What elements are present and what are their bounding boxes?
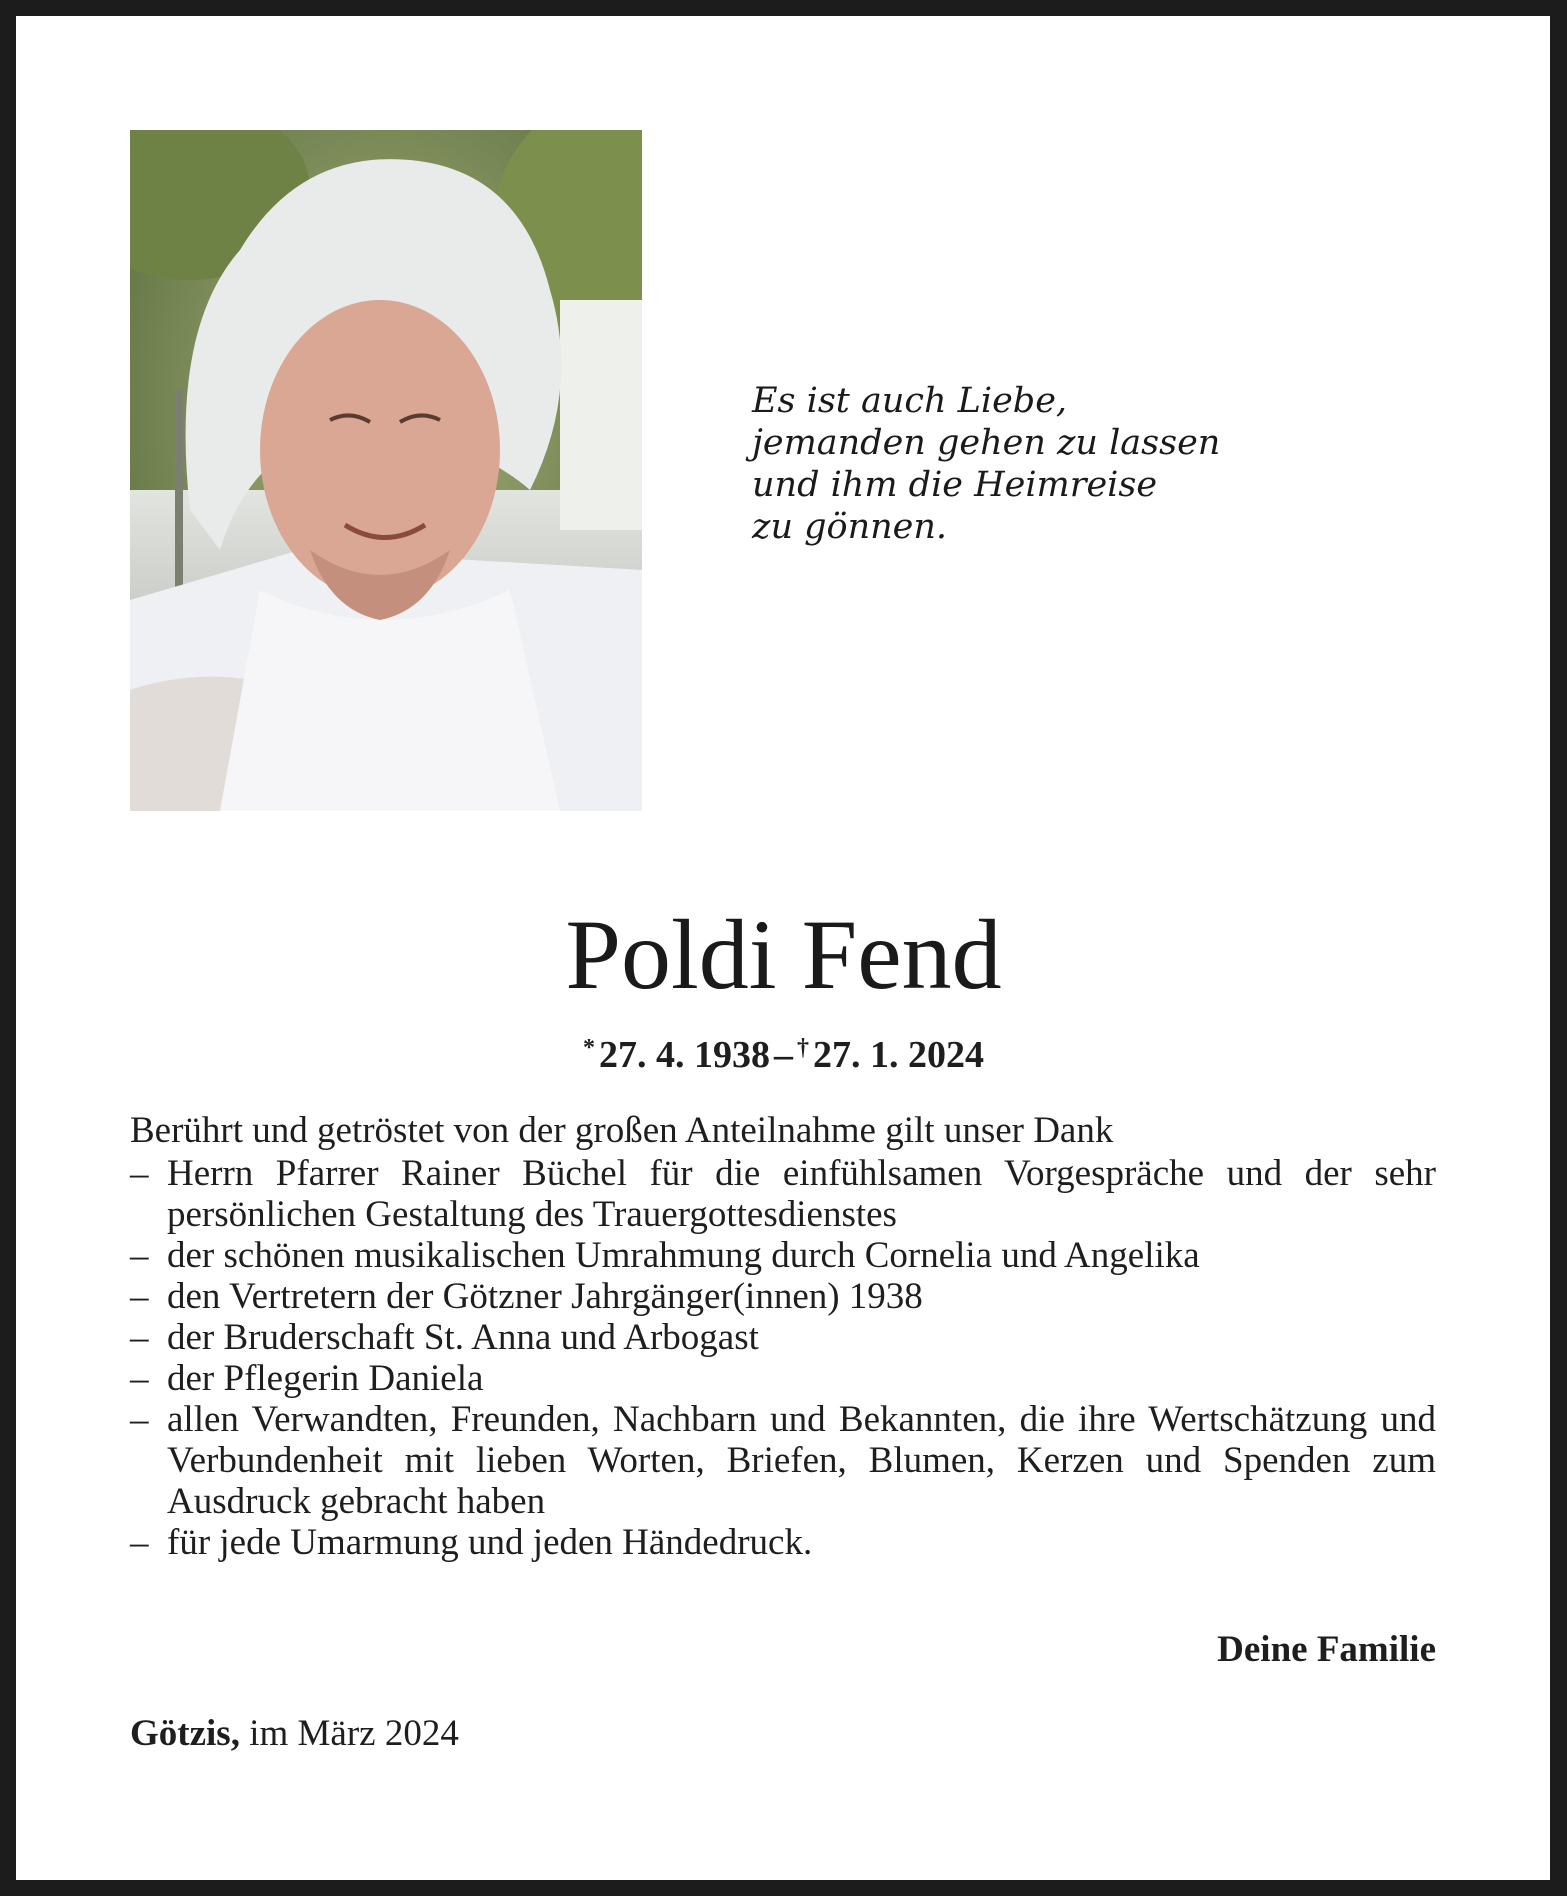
life-dates — [0, 1023, 1567, 1080]
place-and-date — [130, 1711, 459, 1756]
thanks-message — [130, 1110, 1436, 1563]
thanks-list — [130, 1153, 1436, 1563]
memorial-quote — [752, 380, 1220, 548]
death-date: 27. 1. 2024 — [813, 1034, 984, 1076]
birth-date: 27. 4. 1938 — [599, 1034, 770, 1076]
quote-line: Es ist auch Liebe, — [752, 381, 1068, 421]
list-item: – den Vertretern der Götzner Jahrgänger(innen) 1938 — [130, 1276, 1436, 1317]
portrait-photo — [130, 130, 642, 811]
date-separator: – — [774, 1034, 793, 1076]
quote-line: jemanden gehen zu lassen — [752, 423, 1221, 463]
quote-line: zu gönnen. — [752, 507, 948, 547]
list-item: – allen Verwandten, Freunden, Nachbarn und Bekannten, die ihre Wertschätzung und Verbundenheit mit lieben Worten, Briefen, Blumen, Kerzen und Spenden zum Ausdruck gebracht haben — [130, 1399, 1436, 1522]
list-item: – der schönen musikalischen Umrahmung durch Cornelia und Angelika — [130, 1235, 1436, 1276]
list-item: – Herrn Pfarrer Rainer Büchel für die einfühlsamen Vorgespräche und der sehr persönlichen Gestaltung des Trauergottesdienstes — [130, 1153, 1436, 1235]
death-cross-symbol: † — [797, 1035, 809, 1061]
place-town: Götzis, — [130, 1713, 240, 1754]
place-date: im März 2024 — [249, 1713, 459, 1754]
list-item: – der Pflegerin Daniela — [130, 1358, 1436, 1399]
quote-line: und ihm die Heimreise — [752, 465, 1158, 505]
family-signature: Deine Familie — [1217, 1629, 1436, 1670]
list-item: – für jede Umarmung und jeden Händedruck. — [130, 1522, 1436, 1563]
deceased-name: Poldi Fend — [565, 899, 1002, 1010]
list-item: – der Bruderschaft St. Anna und Arbogast — [130, 1317, 1436, 1358]
birth-star-symbol: * — [583, 1035, 595, 1061]
thanks-intro: Berührt und getröstet von der großen Anteilnahme gilt unser Dank — [130, 1110, 1114, 1151]
